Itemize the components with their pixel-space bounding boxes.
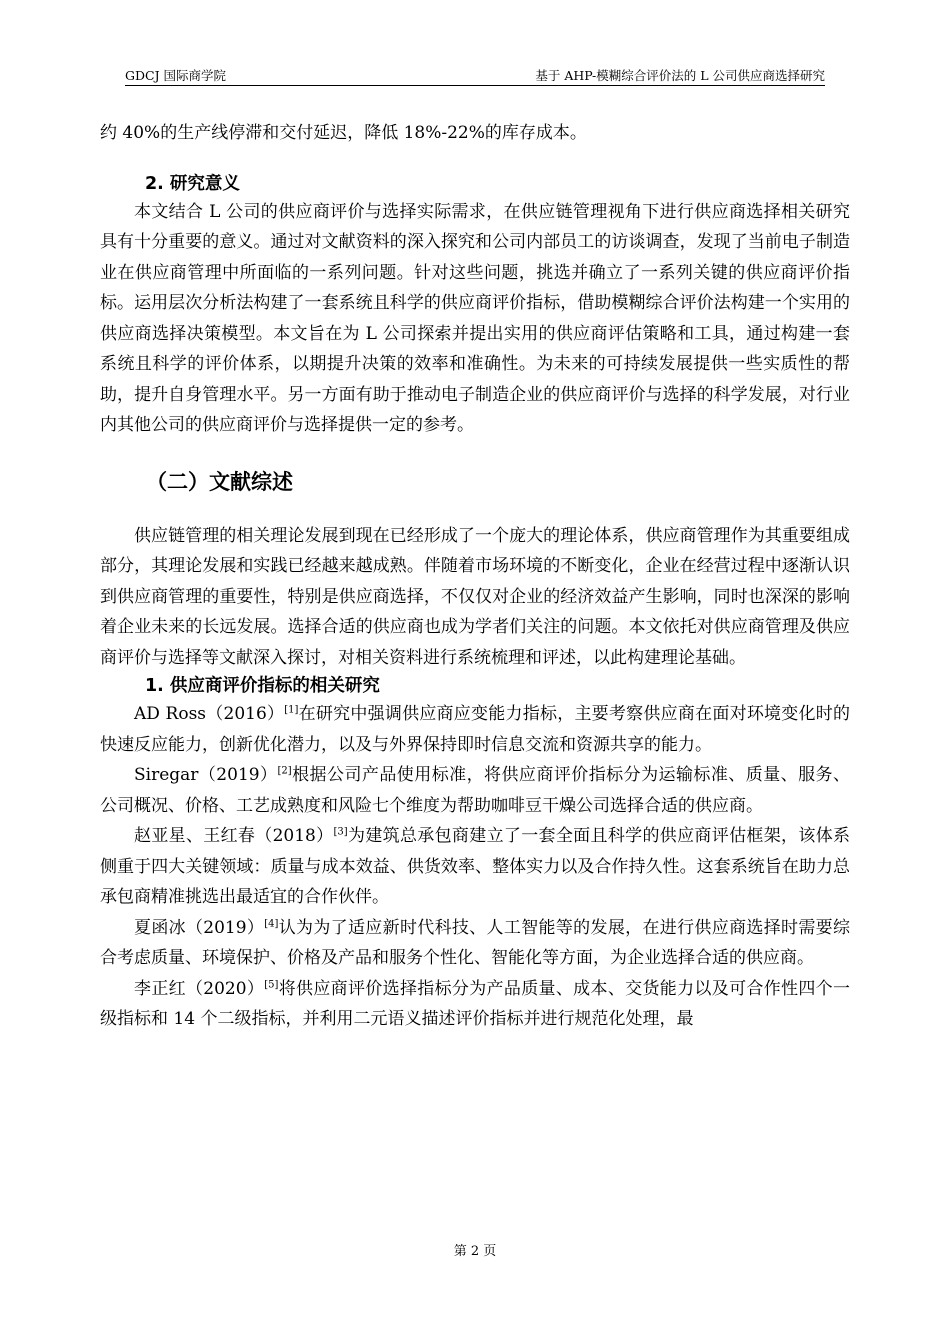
- reference-text: 将供应商评价选择指标分为产品质量、成本、交货能力以及可合作性四个一级指标和 14 个二级指标，并利用二元语义描述评价指标并进行规范化处理，最: [100, 978, 851, 1029]
- intro-line: 约 40%的生产线停滞和交付延迟，降低 18%-22%的库存成本。: [100, 123, 587, 143]
- citation-mark: [3]: [333, 826, 348, 838]
- reference-text: 为建筑总承包商建立了一套全面且科学的供应商评估框架，该体系侧重于四大关键领域：质量与成本效益、供货效率、整体实力以及合作持久性。这套系统旨在助力总承包商精准挑选出最适宜的合作伙伴。: [100, 826, 851, 907]
- heading-literature-review: （二）文献综述: [146, 469, 293, 494]
- heading-research-significance: 2. 研究意义: [145, 173, 240, 194]
- heading-indicator-research: 1. 供应商评价指标的相关研究: [145, 676, 380, 696]
- citation-mark: [2]: [277, 765, 292, 777]
- running-header: [125, 67, 825, 86]
- reference-author: 夏函冰（2019）: [134, 917, 265, 938]
- header-thesis-title: 基于 AHP-模糊综合评价法的 L 公司供应商选择研究: [535, 68, 825, 83]
- reference-author: 赵亚星、王红春（2018）: [134, 826, 334, 846]
- reference-paragraph-1: [100, 699, 850, 760]
- citation-mark: [1]: [284, 704, 299, 716]
- reference-paragraph-2: [100, 760, 850, 821]
- page-body: [100, 118, 850, 1035]
- reference-paragraph-3: [100, 821, 850, 913]
- reference-author: AD Ross（2016）: [134, 704, 285, 724]
- citation-mark: [4]: [264, 917, 279, 929]
- reference-paragraph-4: [100, 913, 850, 974]
- reference-author: 李正红（2020）: [134, 978, 265, 999]
- reference-text: 认为为了适应新时代科技、人工智能等的发展，在进行供应商选择时需要综合考虑质量、环境保护、价格及产品和服务个性化、智能化等方面，为企业选择合适的供应商。: [100, 917, 851, 968]
- page-number: 第 2 页: [453, 1244, 497, 1259]
- paragraph-literature-review: 供应链管理的相关理论发展到现在已经形成了一个庞大的理论体系，供应商管理作为其重要组成部分，其理论发展和实践已经越来越成熟。伴随着市场环境的不断变化，企业在经营过程中逐渐认识到供应商管理的重要性，特别是供应商选择，不仅仅对企业的经济效益产生影响，同时也深深的影响着企业未来的长远发展。选择合适的供应商也成为学者们关注的问题。本文依托对供应商管理及供应商评价与选择等文献深入探讨，对相关资料进行系统梳理和评述，以此构建理论基础。: [100, 525, 850, 668]
- reference-text: 根据公司产品使用标准，将供应商评价指标分为运输标准、质量、服务、公司概况、价格、工艺成熟度和风险七个维度为帮助咖啡豆干燥公司选择合适的供应商。: [100, 765, 851, 816]
- reference-author: Siregar（2019）: [134, 765, 278, 785]
- citation-mark: [5]: [264, 978, 279, 990]
- header-institution: GDCJ 国际商学院: [125, 68, 227, 83]
- paragraph-research-significance: 本文结合 L 公司的供应商评价与选择实际需求，在供应链管理视角下进行供应商选择相关研究具有十分重要的意义。通过对文献资料的深入探究和公司内部员工的访谈调查，发现了当前电子制造业在供应商管理中所面临的一系列问题。针对这些问题，挑选并确立了一系列关键的供应商评价指标。运用层次分析法构建了一套系统且科学的供应商评价指标，借助模糊综合评价法构建一个实用的供应商选择决策模型。本文旨在为 L 公司探索并提出实用的供应商评估策略和工具，通过构建一套系统且科学的评价体系，以期提升决策的效率和准确性。为未来的可持续发展提供一些实质性的帮助，提升自身管理水平。另一方面有助于推动电子制造企业的供应商评价与选择的科学发展，对行业内其他公司的供应商评价与选择提供一定的参考。: [100, 201, 850, 435]
- reference-text: 在研究中强调供应商应变能力指标，主要考察供应商在面对环境变化时的快速反应能力，创新优化潜力，以及与外界保持即时信息交流和资源共享的能力。: [100, 704, 851, 755]
- reference-paragraph-5: [100, 974, 850, 1035]
